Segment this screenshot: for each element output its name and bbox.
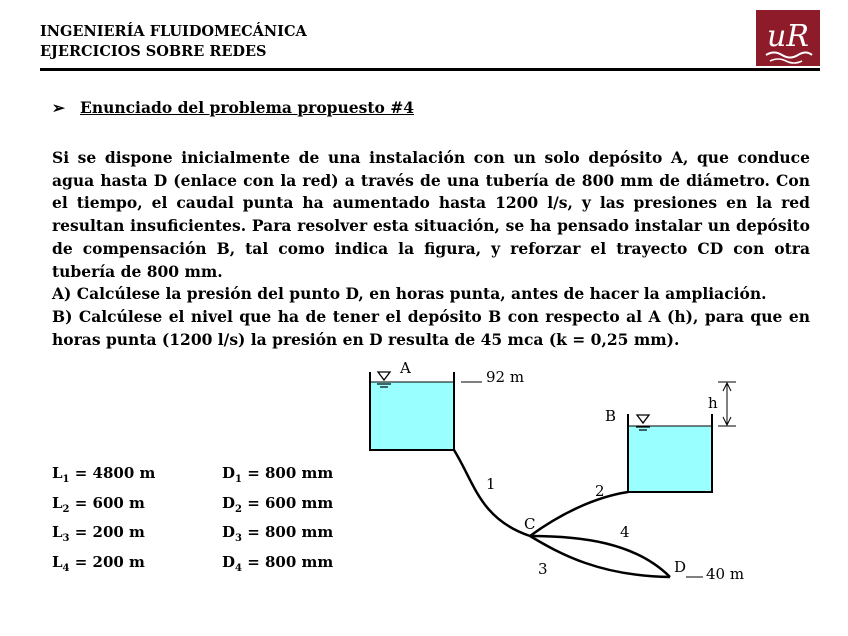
param-row [52,462,333,492]
section-heading [52,98,414,117]
node-d-label: D [674,558,687,576]
diameter-index: 1 [235,474,242,485]
param-row [52,521,333,551]
diameter-value: = 600 mm [241,493,334,512]
diameter-value: = 800 mm [241,523,334,541]
statement-question-b: B) Calcúlese el nivel que ha de tener el depósito B con respecto al A (h), para que en horas punta (1200 l/s) la presión en D resulta de 45 mca (k = 0,25 mm). [52,306,810,349]
h-label: h [708,394,718,412]
length-index: 3 [62,533,70,544]
logo-text: uR [767,19,809,54]
pipe-4 [530,536,670,577]
node-c-label: C [524,515,536,533]
pipe-1 [454,450,530,536]
logo-icon [756,10,820,66]
diameter-symbol: D [222,464,236,482]
statement-question-a: A) Calcúlese la presión del punto D, en horas punta, antes de hacer la ampliación. [52,284,767,304]
diameter-symbol: D [222,552,236,571]
pipe-1-label: 1 [486,475,496,493]
pipe-3-label: 3 [538,560,548,578]
diameter-value: = 800 mm [241,464,334,482]
length-value: = 4800 m [69,464,156,482]
node-d-elevation: 40 m [706,565,745,583]
length-index: 4 [62,562,70,574]
diameter-index: 4 [235,562,242,574]
length-value: = 200 m [69,552,145,571]
document-header [40,22,307,62]
header-title: INGENIERÍA FLUIDOMECÁNICA [40,23,307,40]
length-symbol: L [52,464,63,482]
pipe-network-diagram [360,354,760,594]
diameter-index: 3 [235,533,242,544]
diameter-index: 2 [235,503,242,515]
diameter-value: = 800 mm [241,552,334,571]
length-value: = 600 m [69,493,145,512]
length-value: = 200 m [69,523,145,541]
length-symbol: L [52,493,63,512]
header-rule [40,68,820,71]
param-row [52,492,333,522]
param-row [52,551,333,581]
arrow-bullet-icon: ➢ [52,98,65,117]
pipe-2-label: 2 [595,482,605,500]
pipe-2 [530,492,628,536]
header-subtitle: EJERCICIOS SOBRE REDES [40,43,267,60]
tank-a-label: A [400,359,411,377]
statement-paragraph: Si se dispone inicialmente de una instalación con un solo depósito A, que conduce agua hasta D (enlace con la red) a través de una tubería de 800 mm de diámetro. Con el tiempo, el caudal punta ha aumentado hasta 1200 l/s, y las presiones en la red resultan insuficientes. Para resolver esta situación, se ha pensado instalar un depósito de compensación B, tal como indica la figura, y reforzar el trayecto CD con otra tubería de 800 mm. [52,148,810,281]
length-index: 2 [62,503,70,515]
tank-b-label: B [605,407,617,425]
length-index: 1 [62,474,70,485]
length-symbol: L [52,523,63,541]
university-logo [756,10,820,66]
tank-a-water [370,382,454,450]
pipe-parameters [52,462,333,580]
length-symbol: L [52,552,63,571]
problem-statement [52,147,810,351]
diameter-symbol: D [222,493,236,512]
pipe-4-label: 4 [620,523,630,541]
section-title: Enunciado del problema propuesto #4 [80,98,415,117]
tank-b-water [628,426,712,492]
tank-a-elevation: 92 m [486,368,525,386]
diameter-symbol: D [222,523,236,541]
